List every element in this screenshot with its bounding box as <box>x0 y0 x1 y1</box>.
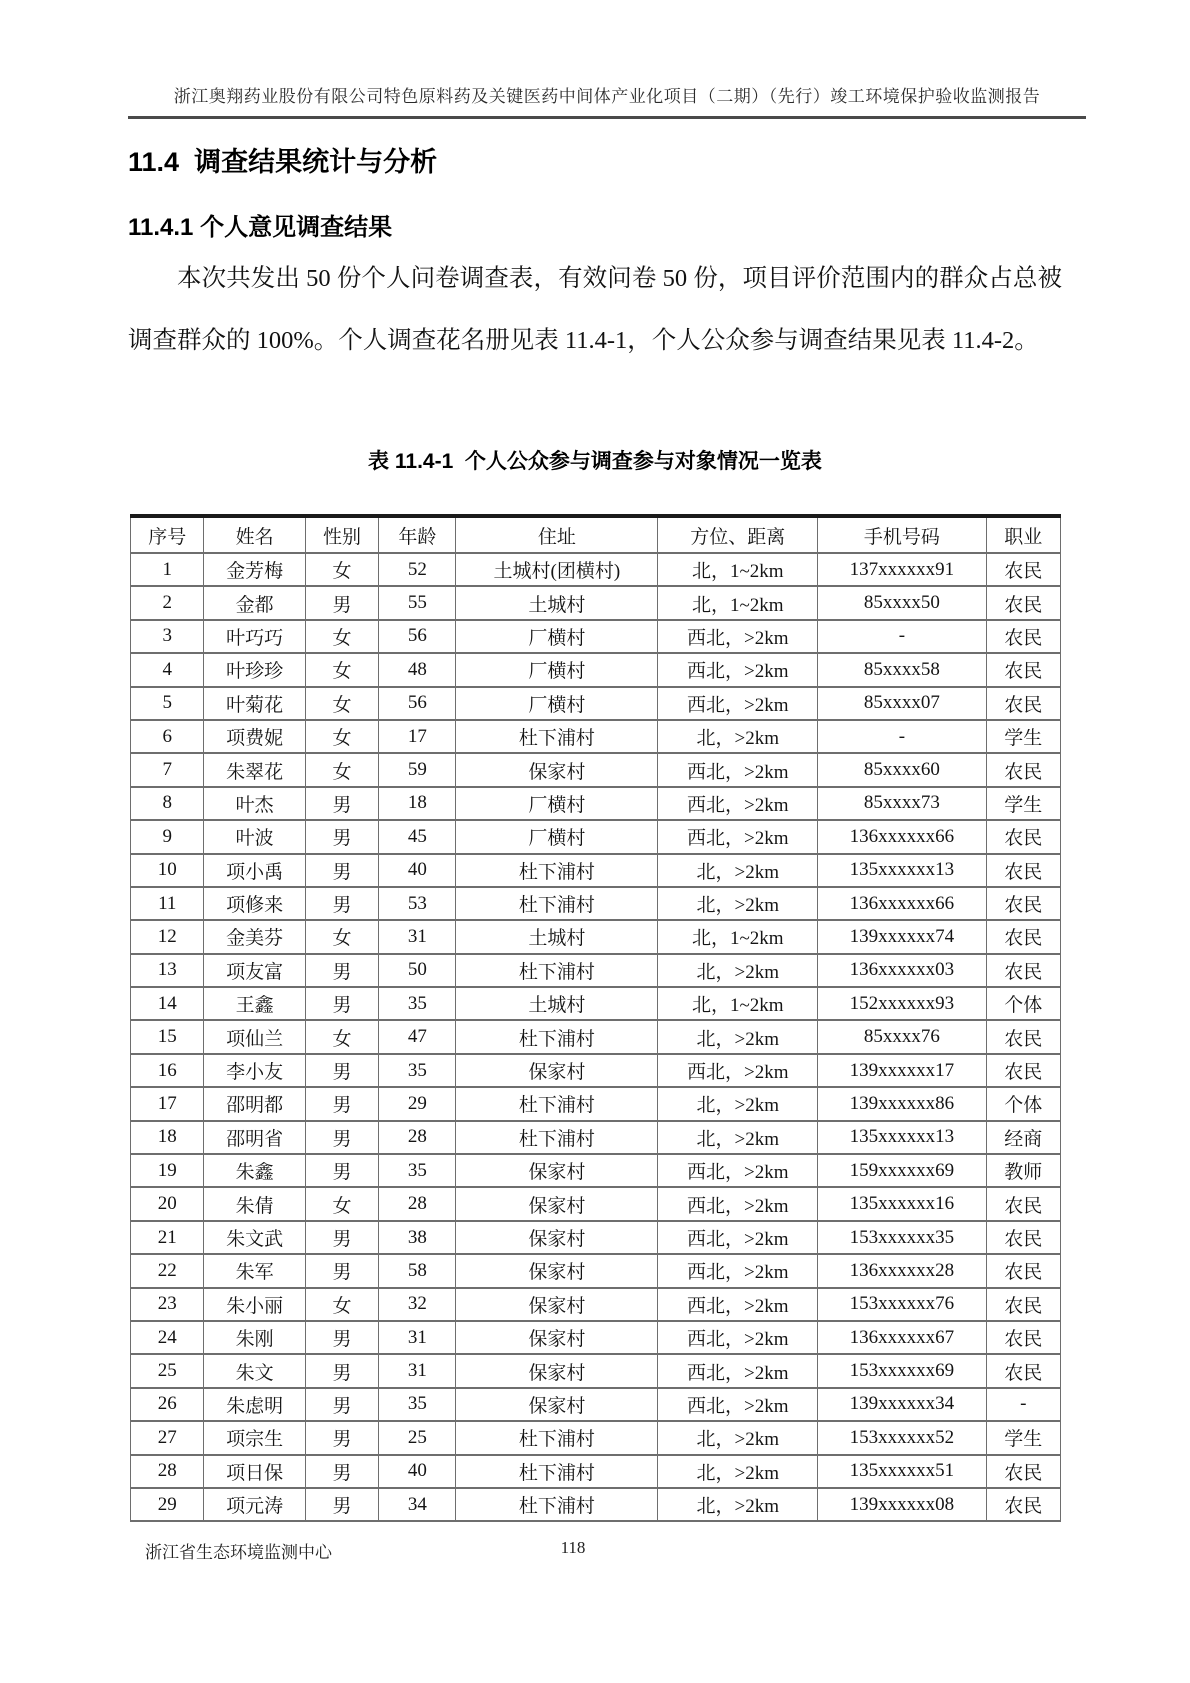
table-cell: 男 <box>305 586 378 619</box>
table-cell: 55 <box>379 586 456 619</box>
table-cell: 29 <box>131 1488 204 1521</box>
table-cell: 59 <box>379 753 456 786</box>
table-cell: 159xxxxxx69 <box>818 1154 986 1187</box>
body-paragraph: 本次共发出 50 份个人问卷调查表，有效问卷 50 份，项目评价范围内的群众占总被调查群众的 100%。个人调查花名册见表 11.4-1，个人公众参与调查结果见表 11.4-2。 <box>128 265 1062 354</box>
table-cell: 15 <box>131 1020 204 1053</box>
table-row <box>131 753 1061 786</box>
table-cell: 厂横村 <box>456 787 658 820</box>
table-cell: 38 <box>379 1221 456 1254</box>
table-cell: 35 <box>379 987 456 1020</box>
table-row <box>131 1187 1061 1220</box>
table-header-row <box>131 516 1061 553</box>
table-cell: 139xxxxxx34 <box>818 1388 986 1421</box>
table-cell: 北，1~2km <box>658 920 818 953</box>
table-cell: 136xxxxxx66 <box>818 820 986 853</box>
table-cell: 1 <box>131 553 204 586</box>
table-cell: 个体 <box>986 987 1060 1020</box>
table-cell: 农民 <box>986 1455 1060 1488</box>
table-cell: 北，1~2km <box>658 586 818 619</box>
table-cell: 北，>2km <box>658 1488 818 1521</box>
table-cell: 26 <box>131 1388 204 1421</box>
table-cell: 西北，>2km <box>658 1221 818 1254</box>
table-cell: 农民 <box>986 854 1060 887</box>
survey-participants-table <box>130 514 1061 1522</box>
table-cell: 23 <box>131 1288 204 1321</box>
table-cell: 男 <box>305 1121 378 1154</box>
table-cell: 40 <box>379 854 456 887</box>
table-cell: 项仙兰 <box>204 1020 305 1053</box>
table-cell: 朱刚 <box>204 1321 305 1354</box>
table-cell: 叶珍珍 <box>204 653 305 686</box>
table-cell: 西北，>2km <box>658 787 818 820</box>
table-cell: 24 <box>131 1321 204 1354</box>
table-cell: 11 <box>131 887 204 920</box>
table-row <box>131 1121 1061 1154</box>
table-cell: 50 <box>379 954 456 987</box>
table-row <box>131 1455 1061 1488</box>
page-number: 118 <box>560 1538 586 1557</box>
table-cell: 项费妮 <box>204 720 305 753</box>
table-cell: 12 <box>131 920 204 953</box>
table-cell: 西北，>2km <box>658 820 818 853</box>
table-cell: 男 <box>305 854 378 887</box>
table-cell: 项友富 <box>204 954 305 987</box>
table-cell: 男 <box>305 1054 378 1087</box>
table-cell: 杜下浦村 <box>456 1421 658 1454</box>
column-header: 住址 <box>456 516 658 553</box>
table-cell: 西北，>2km <box>658 1321 818 1354</box>
page-header <box>128 82 1086 119</box>
table-cell: 女 <box>305 720 378 753</box>
table-cell: 男 <box>305 1388 378 1421</box>
table-cell: 男 <box>305 1488 378 1521</box>
table-cell: 135xxxxxx51 <box>818 1455 986 1488</box>
column-header: 年龄 <box>379 516 456 553</box>
table-cell: 土城村 <box>456 586 658 619</box>
table-cell: 男 <box>305 1455 378 1488</box>
table-cell: 农民 <box>986 820 1060 853</box>
table-row <box>131 553 1061 586</box>
table-cell: 5 <box>131 687 204 720</box>
table-cell: 17 <box>131 1087 204 1120</box>
table-row <box>131 720 1061 753</box>
table-cell: 朱军 <box>204 1254 305 1287</box>
table-cell: 135xxxxxx13 <box>818 854 986 887</box>
table-cell: 21 <box>131 1221 204 1254</box>
table-cell: 项元涛 <box>204 1488 305 1521</box>
table-row <box>131 1321 1061 1354</box>
table-row <box>131 854 1061 887</box>
table-cell: 女 <box>305 1020 378 1053</box>
table-row <box>131 987 1061 1020</box>
table-row <box>131 920 1061 953</box>
table-cell: 153xxxxxx35 <box>818 1221 986 1254</box>
table-cell: 杜下浦村 <box>456 1020 658 1053</box>
table-row <box>131 687 1061 720</box>
table-cell: 学生 <box>986 1421 1060 1454</box>
table-cell: 男 <box>305 820 378 853</box>
table-cell: 杜下浦村 <box>456 1087 658 1120</box>
table-cell: 西北，>2km <box>658 1054 818 1087</box>
table-cell: 139xxxxxx86 <box>818 1087 986 1120</box>
table-cell: 28 <box>379 1121 456 1154</box>
table-cell: 28 <box>131 1455 204 1488</box>
table-cell: 20 <box>131 1187 204 1220</box>
table-cell: 杜下浦村 <box>456 720 658 753</box>
table-cell: 金都 <box>204 586 305 619</box>
column-header: 性别 <box>305 516 378 553</box>
table-cell: 朱文 <box>204 1354 305 1387</box>
table-cell: 北，>2km <box>658 1421 818 1454</box>
table-cell: 153xxxxxx69 <box>818 1354 986 1387</box>
table-cell: 北，>2km <box>658 1455 818 1488</box>
table-cell: 农民 <box>986 687 1060 720</box>
table-cell: 31 <box>379 1321 456 1354</box>
table-cell: 137xxxxxx91 <box>818 553 986 586</box>
table-cell: 北，>2km <box>658 1121 818 1154</box>
table-cell: 保家村 <box>456 753 658 786</box>
table-cell: 139xxxxxx08 <box>818 1488 986 1521</box>
table-cell: 杜下浦村 <box>456 1488 658 1521</box>
table-cell: 叶菊花 <box>204 687 305 720</box>
table-cell: 29 <box>379 1087 456 1120</box>
table-row <box>131 653 1061 686</box>
table-cell: 西北，>2km <box>658 1154 818 1187</box>
table-cell: 40 <box>379 1455 456 1488</box>
table-cell: 个体 <box>986 1087 1060 1120</box>
table-row <box>131 1087 1061 1120</box>
table-cell: 28 <box>379 1187 456 1220</box>
table-cell: 85xxxx07 <box>818 687 986 720</box>
table-cell: 北，>2km <box>658 854 818 887</box>
table-cell: 农民 <box>986 1187 1060 1220</box>
table-cell: 35 <box>379 1054 456 1087</box>
table-cell: 项宗生 <box>204 1421 305 1454</box>
table-cell: 女 <box>305 1288 378 1321</box>
table-row <box>131 1421 1061 1454</box>
column-header: 手机号码 <box>818 516 986 553</box>
table-cell: 农民 <box>986 1354 1060 1387</box>
table-cell: 西北，>2km <box>658 1354 818 1387</box>
table-cell: 杜下浦村 <box>456 1121 658 1154</box>
table-cell: 14 <box>131 987 204 1020</box>
table-cell: 朱倩 <box>204 1187 305 1220</box>
table-cell: 18 <box>131 1121 204 1154</box>
table-cell: 朱文武 <box>204 1221 305 1254</box>
table-cell: 135xxxxxx13 <box>818 1121 986 1154</box>
table-cell: 西北，>2km <box>658 1388 818 1421</box>
table-cell: 35 <box>379 1388 456 1421</box>
table-cell: 7 <box>131 753 204 786</box>
table-cell: 153xxxxxx52 <box>818 1421 986 1454</box>
section-heading: 11.4 调查结果统计与分析 <box>128 147 438 177</box>
table-cell: 27 <box>131 1421 204 1454</box>
table-row <box>131 1221 1061 1254</box>
table-cell: 土城村(团横村) <box>456 553 658 586</box>
table-cell: 金芳梅 <box>204 553 305 586</box>
table-cell: 85xxxx50 <box>818 586 986 619</box>
table-cell: 45 <box>379 820 456 853</box>
table-cell: 17 <box>379 720 456 753</box>
table-cell: 土城村 <box>456 987 658 1020</box>
page-header-title: 浙江奥翔药业股份有限公司特色原料药及关键医药中间体产业化项目（二期）（先行）竣工环境保护验收监测报告 <box>173 87 1041 106</box>
table-cell: 北，>2km <box>658 954 818 987</box>
table-cell: 女 <box>305 753 378 786</box>
table-cell: 31 <box>379 1354 456 1387</box>
table-cell: 西北，>2km <box>658 653 818 686</box>
table-row <box>131 1154 1061 1187</box>
table-cell: 农民 <box>986 1488 1060 1521</box>
table-cell: 农民 <box>986 586 1060 619</box>
table-cell: 朱小丽 <box>204 1288 305 1321</box>
table-cell: 25 <box>131 1354 204 1387</box>
table-cell: 136xxxxxx67 <box>818 1321 986 1354</box>
table-cell: 女 <box>305 1187 378 1220</box>
table-cell: 136xxxxxx03 <box>818 954 986 987</box>
table-cell: 经商 <box>986 1121 1060 1154</box>
table-cell: 52 <box>379 553 456 586</box>
table-cell: 农民 <box>986 553 1060 586</box>
table-cell: 男 <box>305 1221 378 1254</box>
table-cell: 北，>2km <box>658 720 818 753</box>
table-cell: 139xxxxxx17 <box>818 1054 986 1087</box>
table-cell: 叶巧巧 <box>204 620 305 653</box>
table-cell: 152xxxxxx93 <box>818 987 986 1020</box>
table-cell: 西北，>2km <box>658 1288 818 1321</box>
table-cell: 8 <box>131 787 204 820</box>
table-cell: 16 <box>131 1054 204 1087</box>
subsection-heading: 11.4.1 个人意见调查结果 <box>128 214 393 241</box>
table-cell: 10 <box>131 854 204 887</box>
table-cell: 厂横村 <box>456 620 658 653</box>
table-cell: 153xxxxxx76 <box>818 1288 986 1321</box>
table-cell: 教师 <box>986 1154 1060 1187</box>
table-cell: 85xxxx73 <box>818 787 986 820</box>
table-cell: 学生 <box>986 787 1060 820</box>
table-row <box>131 1020 1061 1053</box>
table-cell: 北，>2km <box>658 1020 818 1053</box>
table-cell: 保家村 <box>456 1221 658 1254</box>
table-cell: 18 <box>379 787 456 820</box>
table-cell: 保家村 <box>456 1321 658 1354</box>
table-cell: 56 <box>379 620 456 653</box>
table-cell: 3 <box>131 620 204 653</box>
table-cell: 85xxxx76 <box>818 1020 986 1053</box>
table-cell: 朱翠花 <box>204 753 305 786</box>
table-cell: 王鑫 <box>204 987 305 1020</box>
table-cell: 农民 <box>986 1054 1060 1087</box>
table-cell: 47 <box>379 1020 456 1053</box>
table-cell: 保家村 <box>456 1187 658 1220</box>
table-row <box>131 1288 1061 1321</box>
table-cell: 19 <box>131 1154 204 1187</box>
table-cell: - <box>986 1388 1060 1421</box>
table-cell: 85xxxx60 <box>818 753 986 786</box>
table-body <box>131 553 1061 1521</box>
table-row <box>131 1254 1061 1287</box>
table-cell: 农民 <box>986 1221 1060 1254</box>
column-header: 职业 <box>986 516 1060 553</box>
table-cell: 农民 <box>986 1288 1060 1321</box>
table-cell: 李小友 <box>204 1054 305 1087</box>
table-cell: 男 <box>305 887 378 920</box>
table-cell: 135xxxxxx16 <box>818 1187 986 1220</box>
table-cell: 保家村 <box>456 1354 658 1387</box>
table-row <box>131 1488 1061 1521</box>
table-cell: 男 <box>305 1421 378 1454</box>
table-row <box>131 586 1061 619</box>
table-cell: 9 <box>131 820 204 853</box>
table-row <box>131 620 1061 653</box>
table-cell: 厂横村 <box>456 687 658 720</box>
table-cell: 女 <box>305 687 378 720</box>
table-cell: 85xxxx58 <box>818 653 986 686</box>
table-cell: 项小禹 <box>204 854 305 887</box>
table-cell: 西北，>2km <box>658 1254 818 1287</box>
table-cell: 22 <box>131 1254 204 1287</box>
table-cell: 杜下浦村 <box>456 887 658 920</box>
table-cell: - <box>818 720 986 753</box>
table-cell: 女 <box>305 653 378 686</box>
table-cell: 48 <box>379 653 456 686</box>
table-cell: 农民 <box>986 653 1060 686</box>
table-cell: 男 <box>305 954 378 987</box>
table-cell: 学生 <box>986 720 1060 753</box>
table-head <box>131 516 1061 553</box>
table-cell: 朱虑明 <box>204 1388 305 1421</box>
table-cell: 139xxxxxx74 <box>818 920 986 953</box>
table-cell: 13 <box>131 954 204 987</box>
table-cell: 保家村 <box>456 1288 658 1321</box>
table-cell: 男 <box>305 1321 378 1354</box>
table-row <box>131 787 1061 820</box>
table-cell: 25 <box>379 1421 456 1454</box>
table-cell: 女 <box>305 920 378 953</box>
table-cell: 56 <box>379 687 456 720</box>
column-header: 方位、距离 <box>658 516 818 553</box>
table-cell: 厂横村 <box>456 653 658 686</box>
table-row <box>131 887 1061 920</box>
table-cell: 北，>2km <box>658 1087 818 1120</box>
table-cell: 邵明省 <box>204 1121 305 1154</box>
table-row <box>131 954 1061 987</box>
table-row <box>131 1388 1061 1421</box>
table-cell: 厂横村 <box>456 820 658 853</box>
table-cell: 男 <box>305 787 378 820</box>
table-cell: 北，>2km <box>658 887 818 920</box>
footer-organization: 浙江省生态环境监测中心 <box>145 1543 332 1562</box>
table-cell: 男 <box>305 987 378 1020</box>
table-cell: 西北，>2km <box>658 620 818 653</box>
table-cell: 西北，>2km <box>658 687 818 720</box>
table-cell: 男 <box>305 1154 378 1187</box>
table-title: 表 11.4-1 个人公众参与调查参与对象情况一览表 <box>368 450 822 473</box>
table-cell: 项修来 <box>204 887 305 920</box>
table-row <box>131 1054 1061 1087</box>
table-cell: 136xxxxxx28 <box>818 1254 986 1287</box>
table-cell: 土城村 <box>456 920 658 953</box>
table-cell: 叶杰 <box>204 787 305 820</box>
table-cell: 北，1~2km <box>658 987 818 1020</box>
table-cell: 35 <box>379 1154 456 1187</box>
table-cell: 34 <box>379 1488 456 1521</box>
table-cell: 6 <box>131 720 204 753</box>
table-cell: 保家村 <box>456 1154 658 1187</box>
table-cell: 31 <box>379 920 456 953</box>
table-cell: 保家村 <box>456 1388 658 1421</box>
table-cell: 男 <box>305 1087 378 1120</box>
table-cell: 女 <box>305 620 378 653</box>
column-header: 姓名 <box>204 516 305 553</box>
table-cell: 保家村 <box>456 1254 658 1287</box>
table-cell: 58 <box>379 1254 456 1287</box>
table-cell: 136xxxxxx66 <box>818 887 986 920</box>
table-cell: 农民 <box>986 920 1060 953</box>
table-row <box>131 1354 1061 1387</box>
table-cell: 杜下浦村 <box>456 1455 658 1488</box>
table-cell: 农民 <box>986 620 1060 653</box>
table-cell: 西北，>2km <box>658 753 818 786</box>
table-cell: 女 <box>305 553 378 586</box>
table-cell: 农民 <box>986 1321 1060 1354</box>
table-cell: 邵明都 <box>204 1087 305 1120</box>
table-cell: 农民 <box>986 753 1060 786</box>
table-cell: 杜下浦村 <box>456 954 658 987</box>
table-cell: 金美芬 <box>204 920 305 953</box>
table-cell: 朱鑫 <box>204 1154 305 1187</box>
table-cell: 农民 <box>986 887 1060 920</box>
table-cell: 农民 <box>986 1254 1060 1287</box>
table-cell: 53 <box>379 887 456 920</box>
table-cell: 西北，>2km <box>658 1187 818 1220</box>
table-cell: 项日保 <box>204 1455 305 1488</box>
table-cell: 北，1~2km <box>658 553 818 586</box>
table-cell: 叶波 <box>204 820 305 853</box>
table-cell: 男 <box>305 1354 378 1387</box>
table-cell: 4 <box>131 653 204 686</box>
table-cell: 保家村 <box>456 1054 658 1087</box>
table-cell: - <box>818 620 986 653</box>
table-cell: 农民 <box>986 1020 1060 1053</box>
table-cell: 男 <box>305 1254 378 1287</box>
table-cell: 2 <box>131 586 204 619</box>
column-header: 序号 <box>131 516 204 553</box>
table-cell: 农民 <box>986 954 1060 987</box>
table-cell: 32 <box>379 1288 456 1321</box>
table-row <box>131 820 1061 853</box>
table-cell: 杜下浦村 <box>456 854 658 887</box>
